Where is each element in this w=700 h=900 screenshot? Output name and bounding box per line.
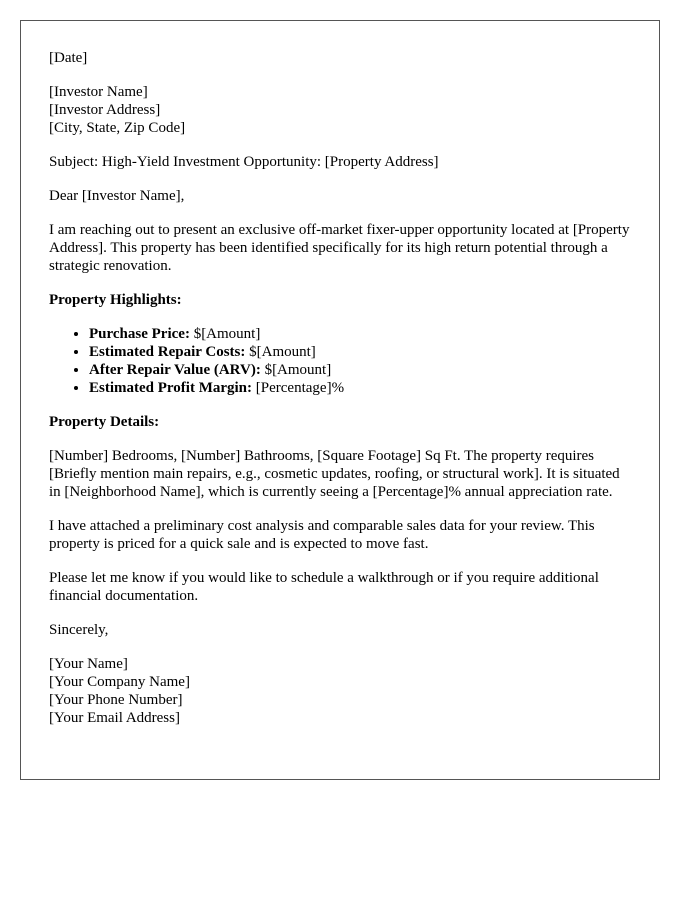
details-heading: Property Details: xyxy=(49,414,160,430)
closing-paragraph: Please let me know if you would like to schedule a walkthrough or if you require additional financial documentation. xyxy=(49,570,599,604)
highlight-value: [Percentage]% xyxy=(252,380,345,396)
sender-company: [Your Company Name] xyxy=(49,674,190,690)
signoff: Sincerely, xyxy=(49,622,109,638)
highlights-heading: Property Highlights: xyxy=(49,292,182,308)
highlight-value: $[Amount] xyxy=(260,362,332,378)
attachment-paragraph: I have attached a preliminary cost analysis and comparable sales data for your review. This property is priced for a quick sale and is expected to move fast. xyxy=(49,518,595,552)
highlights-list xyxy=(49,325,631,397)
recipient-address: [Investor Address] xyxy=(49,102,161,118)
highlight-label: Purchase Price: xyxy=(89,326,190,342)
recipient-city-state-zip: [City, State, Zip Code] xyxy=(49,120,186,136)
highlight-item xyxy=(89,379,631,397)
subject-line: Subject: High-Yield Investment Opportunity: [Property Address] xyxy=(49,154,439,170)
highlight-item xyxy=(89,361,631,379)
highlight-item xyxy=(89,343,631,361)
sender-name: [Your Name] xyxy=(49,656,128,672)
details-paragraph: [Number] Bedrooms, [Number] Bathrooms, [Square Footage] Sq Ft. The property requires [Briefly mention main repairs, e.g., cosmetic updates, roofing, or structural work]. It is situated in [Neighborhood Name], which is currently seeing a [Percentage]% annual appreciation rate. xyxy=(49,448,620,500)
sender-email: [Your Email Address] xyxy=(49,710,180,726)
salutation: Dear [Investor Name], xyxy=(49,188,185,204)
highlight-label: Estimated Repair Costs: xyxy=(89,344,246,360)
sender-block xyxy=(49,655,631,727)
highlight-label: Estimated Profit Margin: xyxy=(89,380,253,396)
highlight-item xyxy=(89,325,631,343)
date-line xyxy=(49,49,631,67)
intro-paragraph: I am reaching out to present an exclusive off-market fixer-upper opportunity located at [Property Address]. This property has been identified specifically for its high return potential through a strategic renovation. xyxy=(49,222,630,274)
recipient-block xyxy=(49,83,631,137)
letter-page xyxy=(20,20,660,780)
recipient-name: [Investor Name] xyxy=(49,84,148,100)
highlight-value: $[Amount] xyxy=(245,344,316,360)
sender-phone: [Your Phone Number] xyxy=(49,692,183,708)
highlight-value: $[Amount] xyxy=(189,326,261,342)
highlight-label: After Repair Value (ARV): xyxy=(89,362,261,378)
letter-date: [Date] xyxy=(49,50,88,66)
